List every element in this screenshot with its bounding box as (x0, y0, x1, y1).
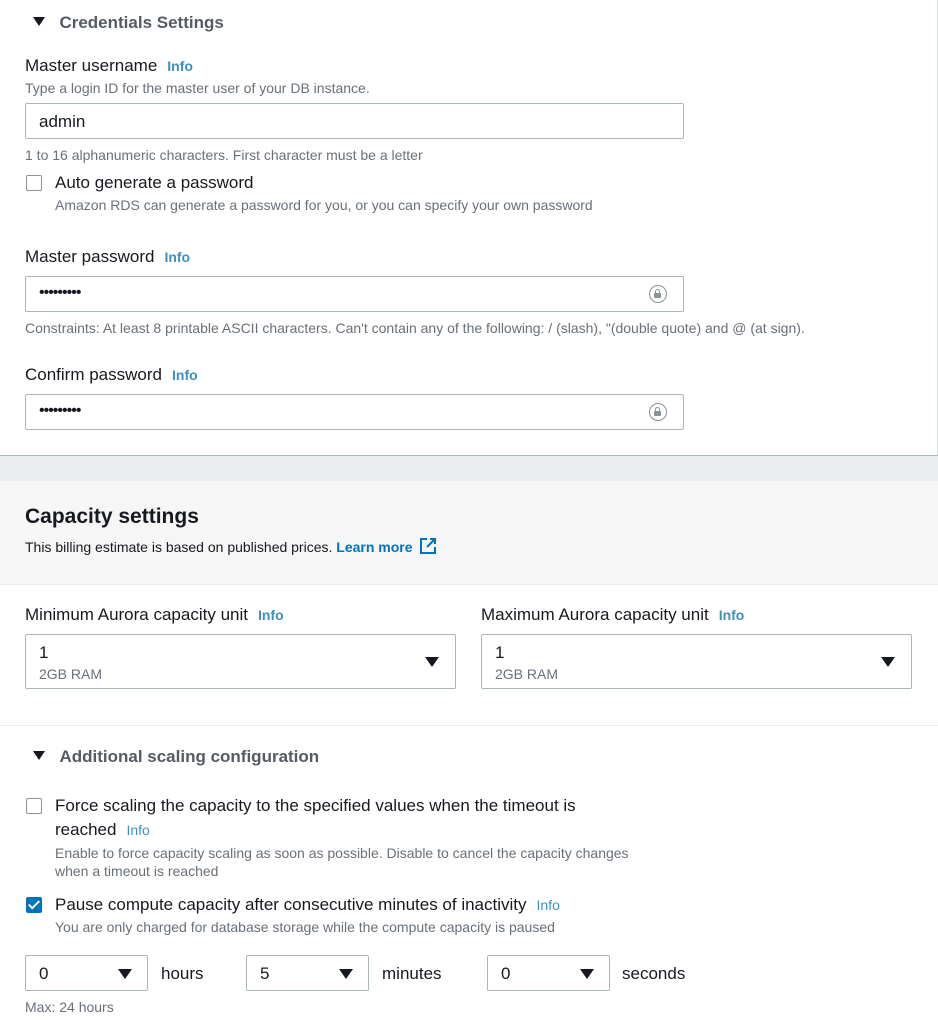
master-password-info-link[interactable]: Info (164, 249, 191, 265)
password-manager-icon[interactable] (649, 403, 667, 421)
master-password-constraint: Constraints: At least 8 printable ASCII characters. Can't contain any of the following: / (slash), "(double quote) and @ (at sign). (25, 320, 805, 336)
confirm-password-info-link[interactable]: Info (172, 367, 198, 383)
capacity-panel (0, 481, 938, 1024)
hours-select[interactable] (25, 955, 148, 991)
capacity-description: This billing estimate is based on published prices. (25, 539, 333, 555)
auto-generate-password-checkbox[interactable] (26, 175, 42, 191)
hours-label: hours (161, 964, 204, 983)
chevron-down-icon (425, 657, 439, 667)
force-scaling-checkbox[interactable] (26, 798, 42, 814)
min-capacity-sub: 2GB RAM (39, 666, 103, 682)
external-link-icon (419, 537, 437, 555)
section-divider (0, 725, 938, 726)
force-scaling-description-line1: Enable to force capacity scaling as soon as possible. Disable to cancel the capacity changes (55, 845, 629, 861)
confirm-password-value: ••••••••• (39, 402, 81, 419)
master-username-info-link[interactable]: Info (167, 58, 193, 74)
capacity-header (0, 481, 938, 585)
seconds-select[interactable] (487, 955, 610, 991)
min-capacity-info-link[interactable]: Info (257, 607, 284, 623)
seconds-value: 0 (501, 964, 511, 983)
master-password-value: ••••••••• (39, 284, 81, 301)
force-scaling-label-line2: reached (55, 820, 117, 839)
credentials-section-title: Credentials Settings (59, 13, 224, 32)
max-hours-note: Max: 24 hours (25, 999, 114, 1015)
master-username-input[interactable] (25, 103, 684, 139)
master-password-label: Master password (25, 247, 155, 266)
max-capacity-select[interactable] (481, 634, 912, 689)
pause-capacity-description: You are only charged for database storage while the compute capacity is paused (55, 919, 555, 935)
master-username-description: Type a login ID for the master user of your DB instance. (25, 80, 370, 96)
chevron-down-icon (118, 969, 132, 979)
master-username-value: admin (39, 112, 86, 131)
force-scaling-info-link[interactable]: Info (126, 822, 150, 838)
confirm-password-label: Confirm password (25, 365, 162, 384)
credentials-section-toggle[interactable] (33, 13, 224, 33)
auto-generate-password-label: Auto generate a password (55, 173, 254, 192)
seconds-label: seconds (622, 964, 686, 983)
additional-scaling-title: Additional scaling configuration (59, 747, 320, 766)
master-username-constraint: 1 to 16 alphanumeric characters. First character must be a letter (25, 147, 423, 163)
pause-capacity-checkbox[interactable] (26, 897, 42, 913)
master-password-input[interactable] (25, 276, 684, 312)
master-username-label: Master username (25, 56, 158, 75)
caret-down-icon (33, 17, 45, 26)
additional-scaling-section-toggle[interactable] (33, 747, 319, 767)
learn-more-link[interactable]: Learn more (336, 539, 436, 555)
caret-down-icon (33, 751, 45, 760)
max-capacity-info-link[interactable]: Info (718, 607, 745, 623)
max-capacity-value: 1 (495, 643, 505, 662)
pause-capacity-info-link[interactable]: Info (536, 897, 560, 913)
pause-capacity-label: Pause compute capacity after consecutive minutes of inactivity (55, 895, 527, 914)
chevron-down-icon (580, 969, 594, 979)
chevron-down-icon (881, 657, 895, 667)
capacity-title: Capacity settings (25, 505, 199, 528)
minutes-value: 5 (260, 964, 270, 983)
minutes-label: minutes (382, 964, 442, 983)
min-capacity-label: Minimum Aurora capacity unit (25, 605, 248, 624)
max-capacity-label: Maximum Aurora capacity unit (481, 605, 709, 624)
max-capacity-sub: 2GB RAM (495, 666, 559, 682)
force-scaling-description-line2: when a timeout is reached (55, 863, 219, 879)
chevron-down-icon (339, 969, 353, 979)
min-capacity-value: 1 (39, 643, 49, 662)
minutes-select[interactable] (246, 955, 369, 991)
force-scaling-label-line1: Force scaling the capacity to the specified values when the timeout is (55, 796, 576, 815)
hours-value: 0 (39, 964, 49, 983)
min-capacity-select[interactable] (25, 634, 456, 689)
confirm-password-input[interactable] (25, 394, 684, 430)
auto-generate-password-description: Amazon RDS can generate a password for you, or you can specify your own password (55, 197, 593, 213)
password-manager-icon[interactable] (649, 285, 667, 303)
credentials-panel (0, 0, 938, 456)
